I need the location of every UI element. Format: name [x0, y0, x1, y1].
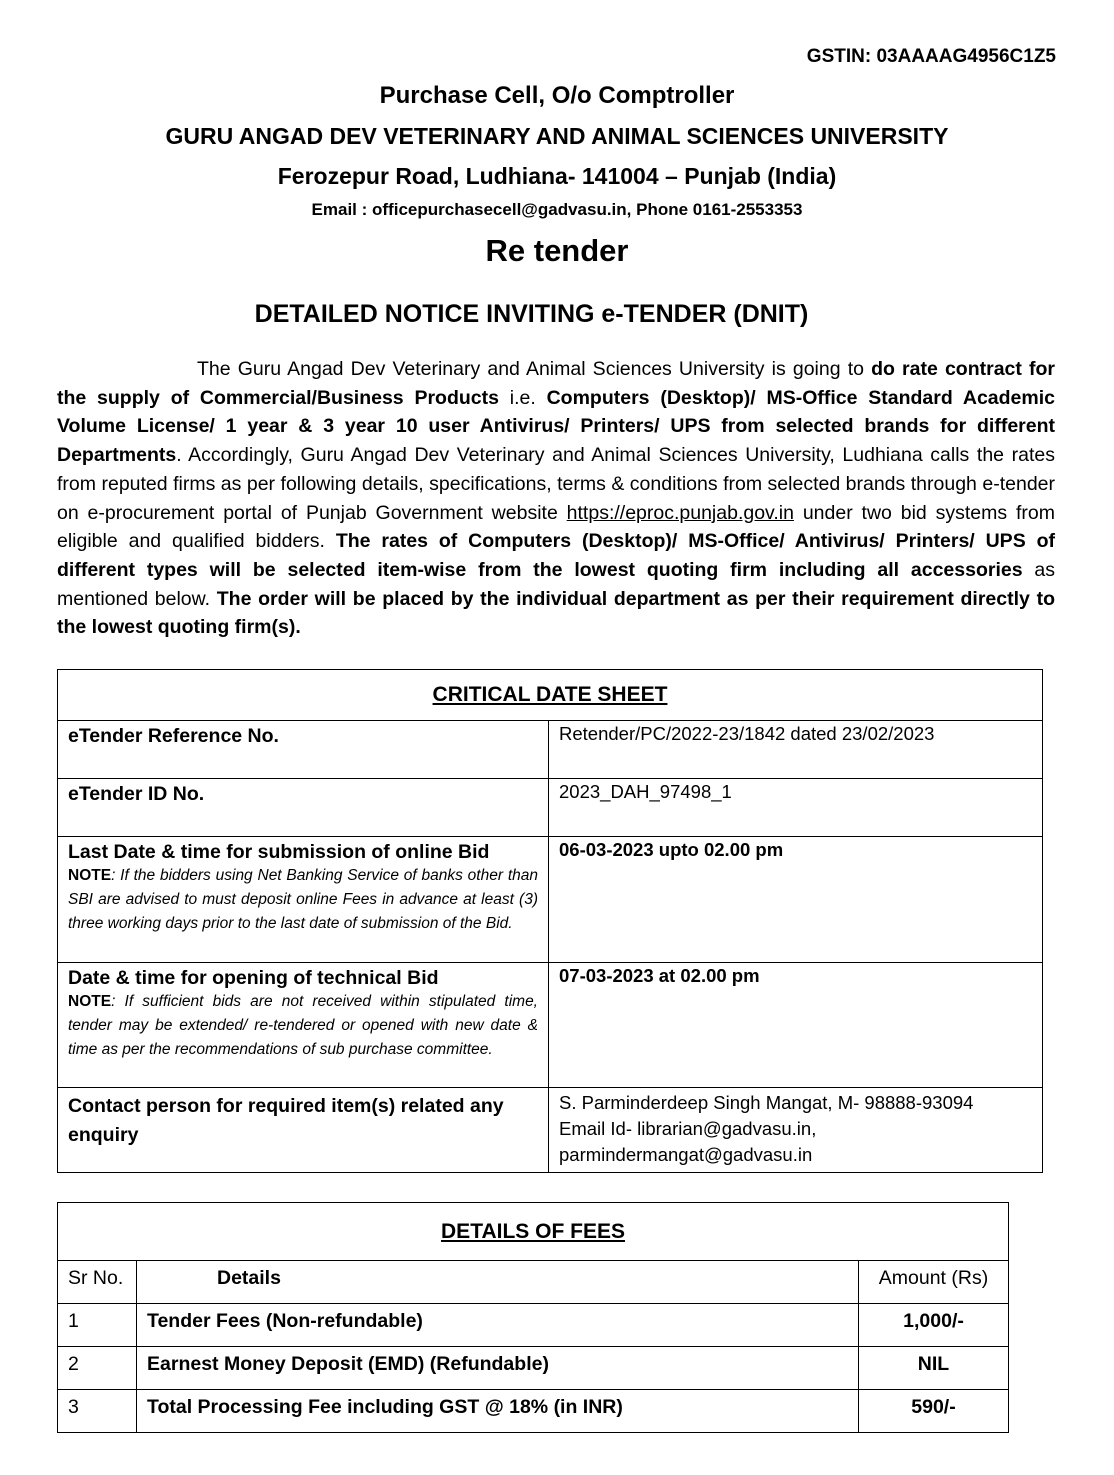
- row-details: Earnest Money Deposit (EMD) (Refundable): [137, 1347, 859, 1390]
- critical-date-sheet-table: [57, 669, 1043, 1173]
- tender-id-value: 2023_DAH_97498_1: [549, 779, 1043, 837]
- row-sr: 3: [58, 1390, 137, 1433]
- contact-label: Contact person for required item(s) related any enquiry: [58, 1088, 549, 1173]
- row-amount: NIL: [859, 1347, 1009, 1390]
- office-name: Purchase Cell, O/o Comptroller: [379, 82, 735, 109]
- retender-heading: Re tender: [485, 233, 629, 268]
- intro-paragraph: The Guru Angad Dev Veterinary and Animal Sciences University is going to do rate contract for the supply of Commercial/Business Products i.e. Computers (Desktop)/ MS-Office Standard Academic Volume License/ 1 year & 3 year 10 user Antivirus/ Printers/ UPS from selected brands for different Departments. Accordingly, Guru Angad Dev Veterinary and Animal Sciences University, Ludhiana calls the rates from reputed firms as per following details, specifications, terms & conditions from selected brands through e-tender on e-procurement portal of Punjab Government website https://eproc.punjab.gov.in under two bid systems from eligible and qualified bidders. The rates of Computers (Desktop)/ MS-Office/ Antivirus/ Printers/ UPS of different types will be selected item-wise from the lowest quoting firm including all accessories as mentioned below. The order will be placed by the individual department as per their requirement directly to the lowest quoting firm(s).: [57, 358, 1055, 639]
- opening-value: 07-03-2023 at 02.00 pm: [549, 963, 1043, 1088]
- row-sr: 1: [58, 1304, 137, 1347]
- tender-id-label: eTender ID No.: [58, 779, 549, 837]
- university-name: GURU ANGAD DEV VETERINARY AND ANIMAL SCIENCES UNIVERSITY: [165, 123, 949, 149]
- row-amount: 590/-: [859, 1390, 1009, 1433]
- critical-date-sheet-title: CRITICAL DATE SHEET: [58, 670, 1043, 721]
- col-amount-header: Amount (Rs): [859, 1261, 1009, 1304]
- fees-table: [57, 1202, 1009, 1433]
- dnit-title: DETAILED NOTICE INVITING e-TENDER (DNIT): [254, 300, 809, 328]
- reference-label: eTender Reference No.: [58, 721, 549, 779]
- row-details: Tender Fees (Non-refundable): [137, 1304, 859, 1347]
- table-row: [58, 1347, 1009, 1390]
- table-row: [58, 1390, 1009, 1433]
- row-amount: 1,000/-: [859, 1304, 1009, 1347]
- contact-line: Email : officepurchasecell@gadvasu.in, Phone 0161-2553353: [311, 200, 803, 219]
- opening-label: Date & time for opening of technical Bid NOTE: If sufficient bids are not received within stipulated time, tender may be extended/ re-tendered or opened with new date & time as per the recommendations of sub purchase committee.: [58, 963, 549, 1088]
- submission-label: Last Date & time for submission of online Bid NOTE: If the bidders using Net Banking Service of banks other than SBI are advised to must deposit online Fees in advance at least (3) three working days prior to the last date of submission of the Bid.: [58, 837, 549, 963]
- row-details: Total Processing Fee including GST @ 18% (in INR): [137, 1390, 859, 1433]
- contact-value: S. Parminderdeep Singh Mangat, M- 98888-93094 Email Id- librarian@gadvasu.in, parmindermangat@gadvasu.in: [549, 1088, 1043, 1173]
- row-sr: 2: [58, 1347, 137, 1390]
- submission-note: NOTE: If the bidders using Net Banking Service of banks other than SBI are advised to must deposit online Fees in advance at least (3) three working days prior to the last date of submission of the Bid.: [68, 867, 538, 933]
- fees-title: DETAILS OF FEES: [58, 1203, 1009, 1261]
- table-row: [58, 1304, 1009, 1347]
- gstin-number: GSTIN: 03AAAAG4956C1Z5: [806, 46, 1056, 67]
- university-address: Ferozepur Road, Ludhiana- 141004 – Punjab (India): [277, 163, 837, 189]
- opening-note: NOTE: If sufficient bids are not received within stipulated time, tender may be extended/ re-tendered or opened with new date & time as per the recommendations of sub purchase committee.: [68, 993, 538, 1059]
- col-details-header: Details: [137, 1261, 859, 1304]
- eproc-link[interactable]: https://eproc.punjab.gov.in: [566, 501, 794, 524]
- col-sr-header: Sr No.: [58, 1261, 137, 1304]
- reference-value: Retender/PC/2022-23/1842 dated 23/02/2023: [549, 721, 1043, 779]
- submission-value: 06-03-2023 upto 02.00 pm: [549, 837, 1043, 963]
